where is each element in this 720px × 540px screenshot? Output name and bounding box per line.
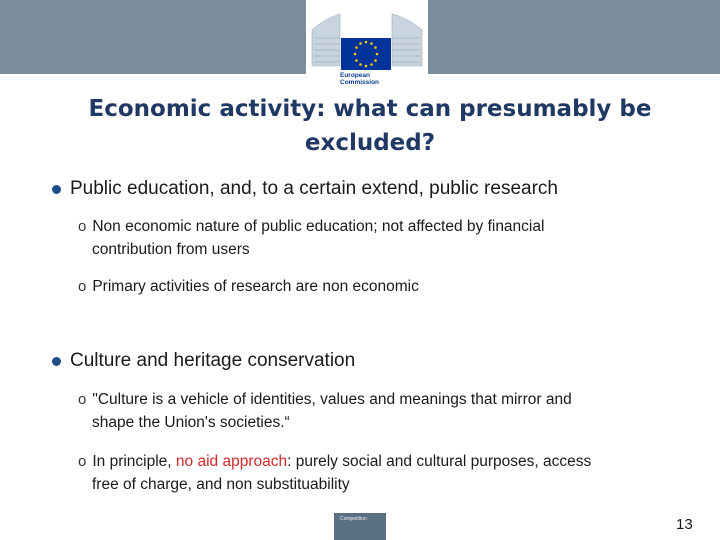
no-aid-approach-highlight: no aid approach [175, 453, 288, 470]
logo-text-line2: Commission [340, 79, 380, 86]
sub-bullet-text-cont: shape the Union's societies.“ [92, 414, 290, 431]
sub-bullet-text: Non economic nature of public education; not affected by financial [92, 218, 545, 235]
bullet-culture-heritage [52, 349, 355, 373]
circle-bullet-icon: o [78, 278, 87, 295]
sub-bullet-text-post: : purely social and cultural purposes, access [287, 453, 592, 470]
circle-bullet-icon: o [78, 218, 87, 235]
european-commission-logo [306, 0, 428, 96]
sub-bullet-text: Primary activities of research are non economic [92, 278, 419, 295]
logo-text-line1: European [340, 72, 370, 79]
circle-bullet-icon: o [78, 391, 87, 408]
sub-bullet-text-pre: In principle, [92, 453, 176, 470]
sub-bullet-culture-quote [78, 388, 698, 434]
bullet-dot-icon [52, 185, 61, 194]
bullet-text: Culture and heritage conservation [70, 350, 356, 371]
circle-bullet-icon: o [78, 453, 87, 470]
slide-title [40, 92, 700, 160]
bullet-text: Public education, and, to a certain extend, public research [70, 178, 558, 199]
sub-bullet-text-cont: free of charge, and non substituability [92, 476, 350, 493]
sub-bullet-no-aid-approach [78, 450, 698, 496]
sub-bullet-text: "Culture is a vehicle of identities, values and meanings that mirror and [92, 391, 572, 408]
bullet-dot-icon [52, 357, 61, 366]
sub-bullet-research-activities [78, 275, 698, 298]
title-line1: Economic activity: what can presumably be [88, 96, 652, 122]
title-line2: excluded? [304, 130, 436, 156]
sub-bullet-text-cont: contribution from users [92, 241, 250, 258]
competition-logo [334, 513, 386, 540]
competition-logo-text: Competition [340, 516, 367, 522]
sub-bullet-non-economic-education [78, 215, 698, 261]
bullet-public-education [52, 177, 558, 201]
page-number: 13 [676, 516, 693, 533]
logo-text [340, 72, 379, 86]
